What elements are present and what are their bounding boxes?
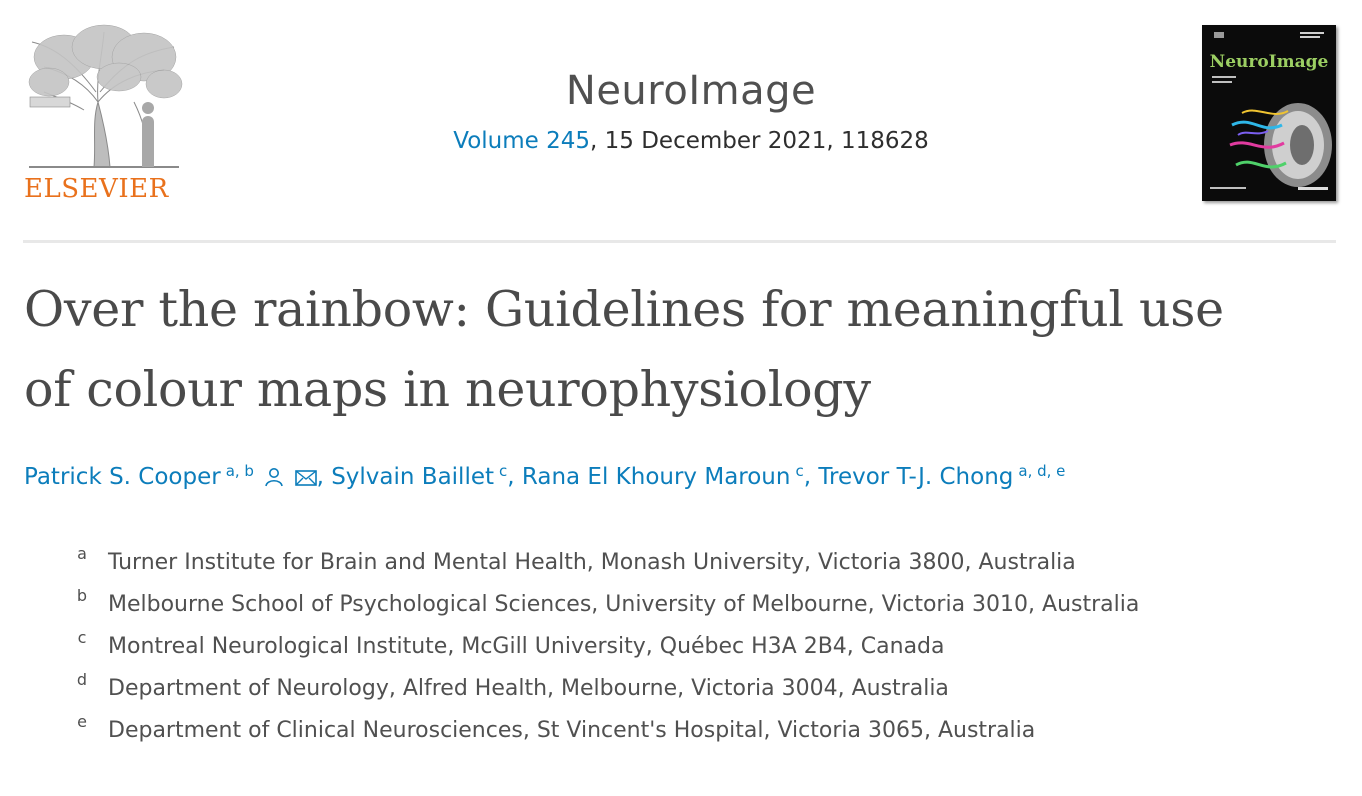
affiliation-item (70, 544, 1320, 590)
affiliation-text: Turner Institute for Brain and Mental Health, Monash University, Victoria 3800, Australia (108, 550, 1076, 575)
affiliation-label: e (77, 712, 87, 731)
author-name[interactable]: Trevor T-J. Chong (818, 464, 1014, 490)
author-affiliation-sup[interactable]: c (499, 462, 508, 480)
cover-journal-title: NeuroImage (1209, 52, 1329, 72)
person-icon[interactable] (264, 467, 284, 493)
affiliation-text: Department of Neurology, Alfred Health, Melbourne, Victoria 3004, Australia (108, 676, 949, 701)
affiliation-text: Department of Clinical Neurosciences, St Vincent's Hospital, Victoria 3065, Australia (108, 718, 1036, 743)
author-affiliation-sup[interactable]: a, d, e (1018, 462, 1066, 480)
author-separator: , (316, 464, 324, 490)
article-title (24, 270, 1344, 430)
author-name[interactable]: Sylvain Baillet (331, 464, 494, 490)
affiliation-item (70, 586, 1320, 632)
author-separator: , (803, 464, 819, 490)
author-list (24, 462, 1344, 493)
article-title-line-2: of colour maps in neurophysiology (24, 361, 871, 418)
header-divider (23, 240, 1336, 243)
article-header (0, 0, 1362, 240)
affiliation-text: Melbourne School of Psychological Sciences, University of Melbourne, Victoria 3010, Australia (108, 592, 1140, 617)
affiliation-list (70, 544, 1320, 758)
author-name[interactable]: Rana El Khoury Maroun (521, 464, 791, 490)
affiliation-label: d (76, 670, 88, 689)
affiliation-label: c (77, 628, 87, 647)
affiliation-item (70, 628, 1320, 674)
affiliation-label: a (77, 544, 87, 563)
author-separator: , (507, 464, 522, 490)
journal-issue (0, 128, 1362, 154)
journal-cover[interactable] (1202, 25, 1336, 201)
affiliation-item (70, 670, 1320, 716)
publisher-name: ELSEVIER (24, 174, 169, 204)
author-affiliation-sup[interactable]: c (795, 462, 804, 480)
author-name[interactable]: Patrick S. Cooper (24, 464, 221, 490)
volume-link[interactable]: Volume 245 (453, 128, 591, 154)
journal-info (0, 68, 1362, 154)
author-affiliation-sup[interactable]: a, b (225, 462, 254, 480)
affiliation-item (70, 712, 1320, 758)
journal-title[interactable]: NeuroImage (565, 68, 817, 114)
affiliation-label: b (76, 586, 88, 605)
mail-icon[interactable] (295, 467, 317, 493)
issue-details: , 15 December 2021, 118628 (590, 128, 929, 154)
affiliation-text: Montreal Neurological Institute, McGill University, Québec H3A 2B4, Canada (108, 634, 945, 659)
brain-image-icon (1202, 25, 1336, 201)
article-title-line-1: Over the rainbow: Guidelines for meaningful use (24, 281, 1224, 338)
